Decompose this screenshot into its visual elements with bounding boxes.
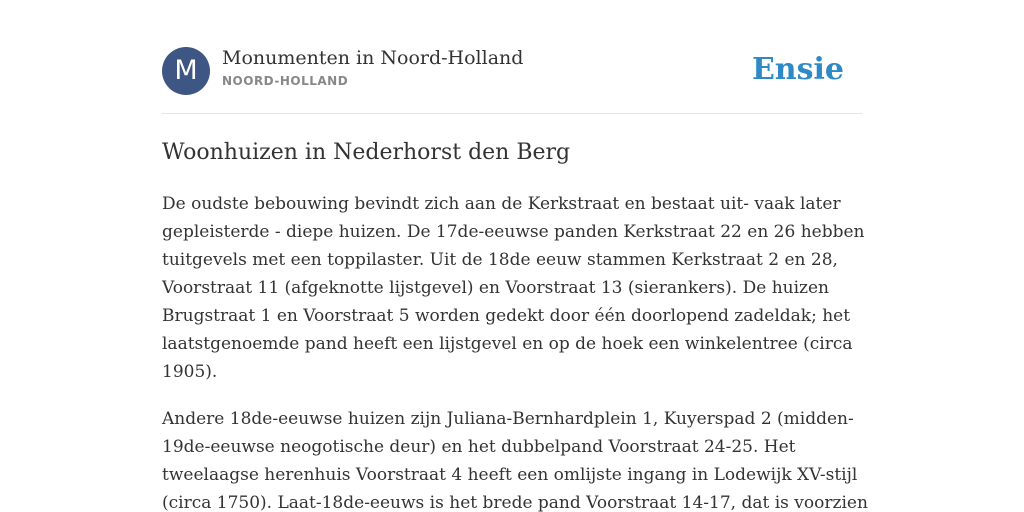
- paragraph-line: tweelaagse herenhuis Voorstraat 4 heeft een omlijste ingang in Lodewijk XV-stijl: [162, 465, 858, 485]
- ensie-logo[interactable]: Ensie: [751, 52, 844, 87]
- paragraph-line: laatstgenoemde pand heeft een lijstgevel en op de hoek een winkelentree (circa: [162, 334, 853, 354]
- source-avatar[interactable]: M: [162, 47, 210, 95]
- source-region[interactable]: NOORD-HOLLAND: [222, 74, 349, 88]
- paragraph-line: Brugstraat 1 en Voorstraat 5 worden gedekt door één doorlopend zadeldak; het: [162, 306, 851, 326]
- article-title: Woonhuizen in Nederhorst den Berg: [162, 140, 571, 165]
- header-divider: [162, 113, 862, 114]
- paragraph-line: 19de-eeuwse neogotische deur) en het dubbelpand Voorstraat 24-25. Het: [162, 437, 796, 457]
- paragraph-line: Voorstraat 11 (afgeknotte lijstgevel) en Voorstraat 13 (sierankers). De huizen: [162, 278, 829, 298]
- paragraph-2: [162, 405, 868, 512]
- paragraph-line: tuitgevels met een toppilaster. Uit de 18de eeuw stammen Kerkstraat 2 en 28,: [162, 250, 838, 270]
- paragraph-line: De oudste bebouwing bevindt zich aan de Kerkstraat en bestaat uit- vaak later: [162, 194, 841, 214]
- paragraph-line: 1905).: [162, 362, 218, 382]
- paragraph-line: (circa 1750). Laat-18de-eeuws is het brede pand Voorstraat 14-17, dat is voorzien: [162, 493, 868, 512]
- paragraph-1: [162, 190, 865, 386]
- article-content: [162, 190, 868, 512]
- paragraph-line: Andere 18de-eeuwse huizen zijn Juliana-Bernhardplein 1, Kuyerspad 2 (midden-: [162, 409, 854, 429]
- paragraph-line: gepleisterde - diepe huizen. De 17de-eeuwse panden Kerkstraat 22 en 26 hebben: [162, 222, 865, 242]
- source-header: [162, 46, 862, 96]
- source-title[interactable]: Monumenten in Noord-Holland: [222, 47, 524, 69]
